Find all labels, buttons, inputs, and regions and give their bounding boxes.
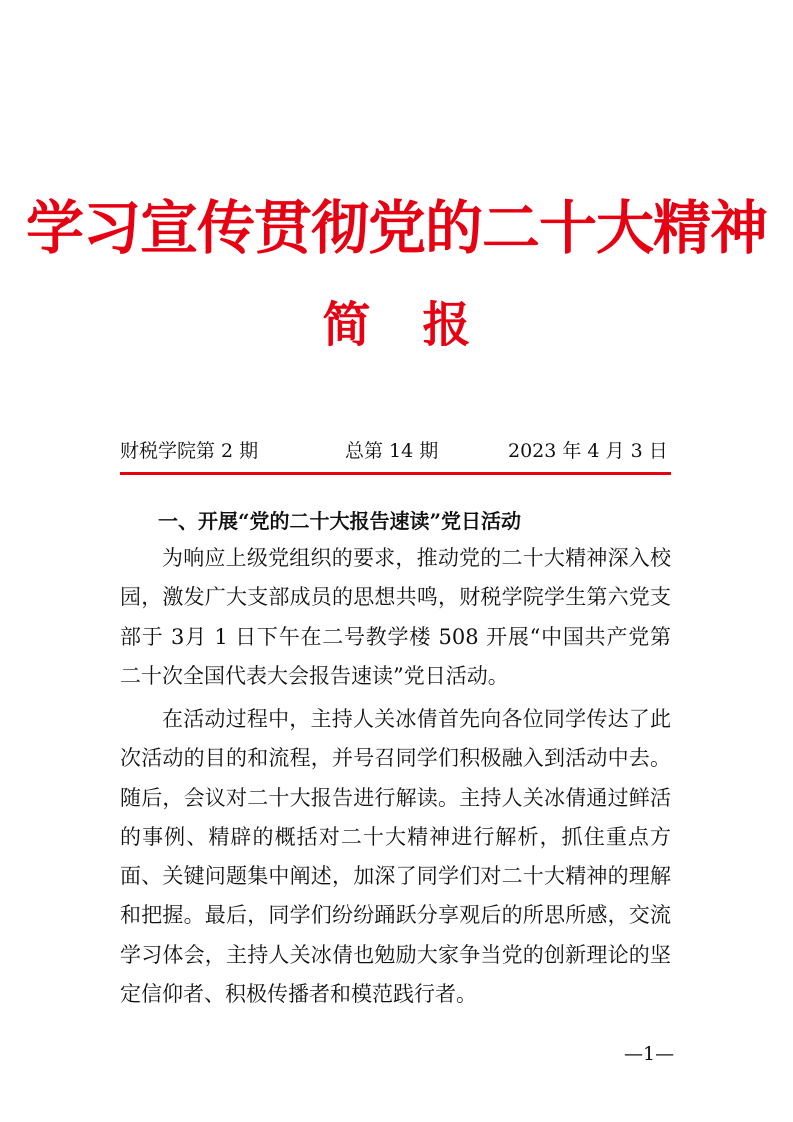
page-number: —1— xyxy=(624,1043,675,1065)
document-subtitle: 简报 xyxy=(322,297,523,353)
header-divider xyxy=(120,472,671,475)
section-heading: 一、开展“党的二十大报告速读”党日活动 xyxy=(158,509,522,533)
body-paragraph-1: 为响应上级党组织的要求，推动党的二十大精神深入校园，激发广大支部成员的思想共鸣，财税学院学生第六党支部于 3月 1 日下午在二号教学楼 508 开展“中国共产党第二十次全国代表大会报告速读”党日活动。 xyxy=(120,546,671,688)
document-title: 学习宣传贯彻党的二十大精神 xyxy=(25,194,767,262)
body-paragraph-2: 在活动过程中，主持人关冰倩首先向各位同学传达了此次活动的目的和流程，并号召同学们积极融入到活动中去。随后，会议对二十大报告进行解读。主持人关冰倩通过鲜活的事例、精辟的概括对二十大精神进行解析，抓住重点方面、关键问题集中阐述，加深了同学们对二十大精神的理解和把握。最后，同学们纷纷踊跃分享观后的所思所感，交流学习体会，主持人关冰倩也勉励大家争当党的创新理论的坚定信仰者、积极传播者和模范践行者。 xyxy=(120,707,671,1007)
issue-date: 2023 年 4 月 3 日 xyxy=(508,440,668,462)
issue-department: 财税学院第 2 期 xyxy=(120,440,259,462)
issue-total-number: 总第 14 期 xyxy=(345,440,439,462)
